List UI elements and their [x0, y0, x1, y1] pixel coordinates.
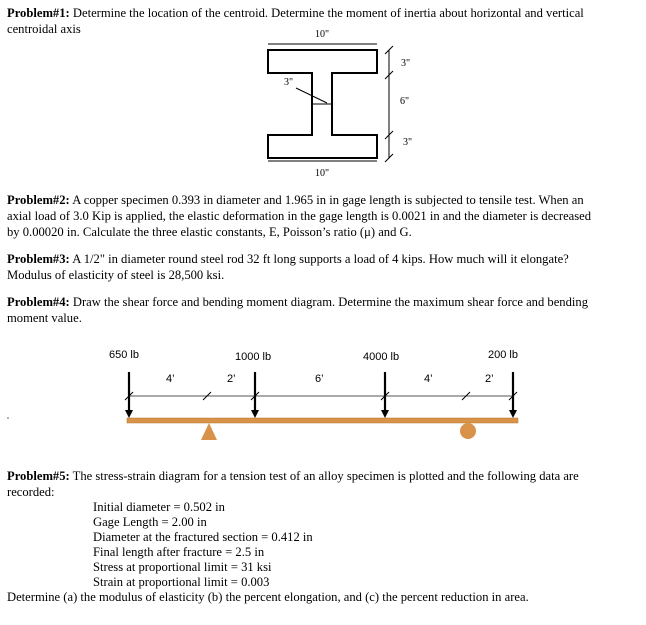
problem-3-text: A 1/2" in diameter round steel rod 32 ft long supports a load of 4 kips. How much will it elongate? — [69, 252, 569, 266]
span-label-5: 2’ — [485, 373, 494, 385]
problem-2-text: A copper specimen 0.393 in diameter and 1.965 in in gage length is subjected to tensile test. When an — [69, 193, 584, 207]
problem-4-label: Problem#4: — [7, 295, 70, 309]
data-item: Gage Length = 2.00 in — [93, 515, 207, 529]
top-flange-label: 3" — [401, 58, 411, 69]
problem-5-text: The stress-strain diagram for a tension test of an alloy specimen is plotted and the following data are — [69, 469, 579, 483]
problem-3-line-2: Modulus of elasticity of steel is 28,500 ksi. — [7, 268, 225, 282]
load-label-4: 200 lb — [488, 349, 518, 361]
problem-1-text: Determine the location of the centroid. Determine the moment of inertia about horizontal and vertical — [69, 6, 584, 20]
span-label-2: 2’ — [227, 373, 236, 385]
data-item: Final length after fracture = 2.5 in — [93, 545, 265, 559]
bottom-flange-label: 3" — [403, 137, 413, 148]
problem-2-line-2: axial load of 3.0 Kip is applied, the elastic deformation in the gage length is 0.0021 in and the diameter is decreased — [7, 209, 592, 223]
load-label-3: 4000 lb — [363, 351, 400, 363]
span-label-4: 4’ — [424, 373, 433, 385]
problem-1-line-2: centroidal axis — [7, 22, 81, 36]
span-label-1: 4’ — [166, 373, 175, 385]
bottom-width-label: 10" — [315, 168, 330, 179]
arrow-heads — [125, 410, 517, 418]
problem-1-label: Problem#1: — [7, 6, 70, 20]
data-item: Strain at proportional limit = 0.003 — [93, 575, 270, 589]
beam — [127, 418, 518, 423]
load-label-1: 650 lb — [109, 349, 139, 361]
problem-4-text: Draw the shear force and bending moment diagram. Determine the maximum shear force and bending — [69, 295, 588, 309]
data-item: Stress at proportional limit = 31 ksi — [93, 560, 272, 574]
web-height-label: 6" — [400, 96, 410, 107]
problem-2-label: Problem#2: — [7, 193, 70, 207]
problem-5-line-1 — [7, 469, 579, 484]
problem-4-line-2: moment value. — [7, 311, 82, 325]
span-label-3: 6’ — [315, 373, 324, 385]
data-item: Diameter at the fractured section = 0.412 in — [93, 530, 313, 544]
pin-support — [201, 423, 217, 440]
problem-5-question: Determine (a) the modulus of elasticity (b) the percent elongation, and (c) the percent reduction in area. — [7, 590, 529, 604]
stray-mark — [7, 417, 9, 419]
web-width-label: 3" — [284, 77, 294, 88]
roller-support — [460, 423, 476, 439]
data-item: Initial diameter = 0.502 in — [93, 500, 225, 514]
problem-5-label: Problem#5: — [7, 469, 70, 483]
problem-2-line-3: by 0.00020 in. Calculate the three elastic constants, E, Poisson’s ratio (μ) and G. — [7, 225, 412, 239]
problem-3-label: Problem#3: — [7, 252, 70, 266]
top-width-label: 10" — [315, 29, 330, 40]
load-label-2: 1000 lb — [235, 351, 272, 363]
problem-5-line-2: recorded: — [7, 485, 55, 499]
